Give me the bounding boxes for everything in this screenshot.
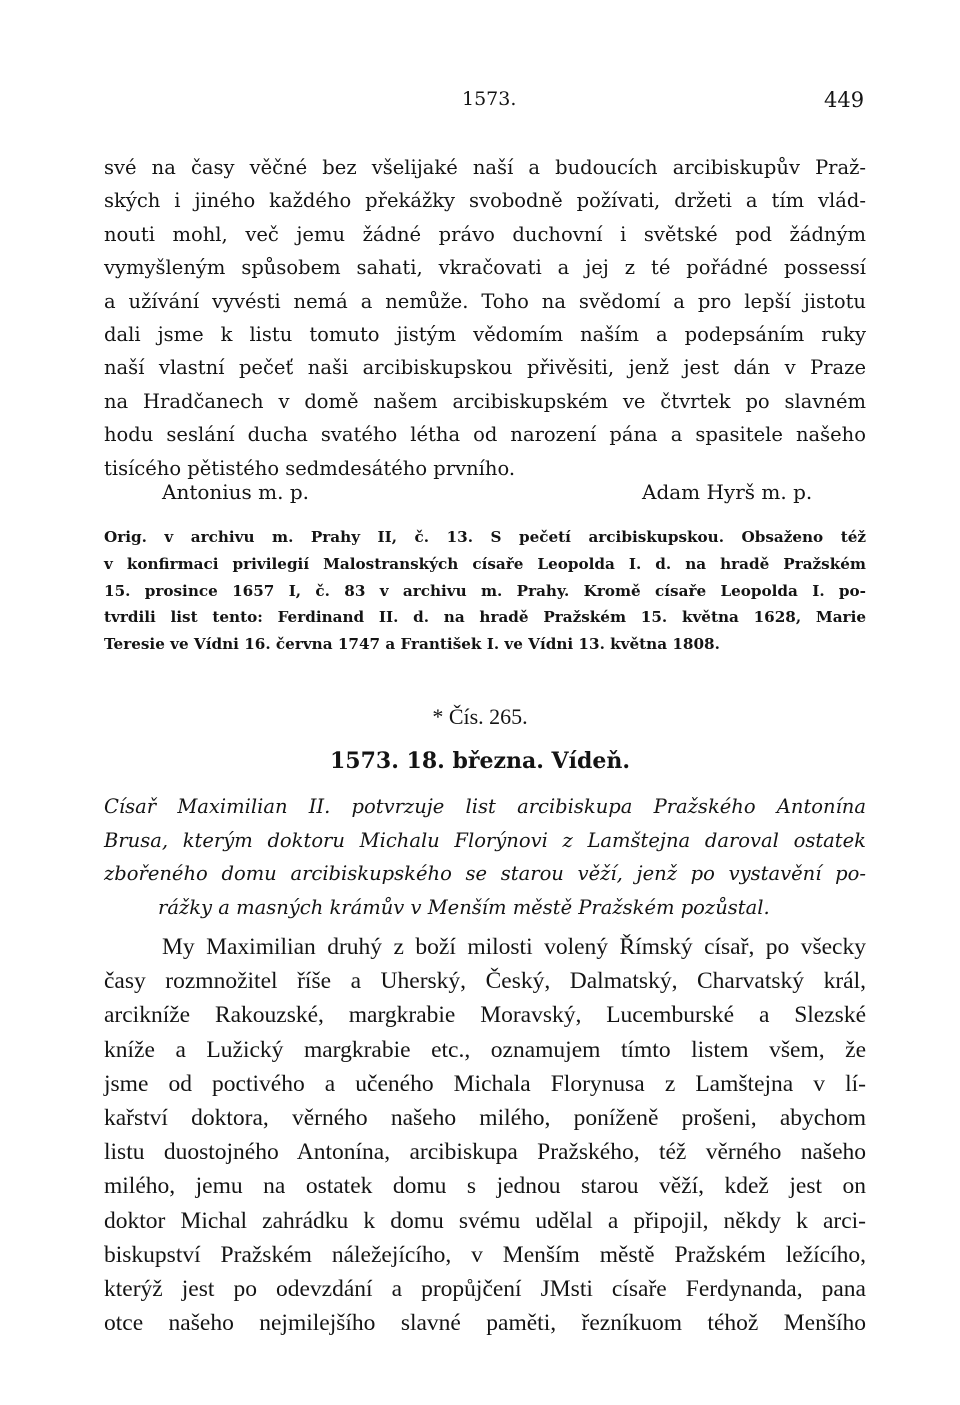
regest-line: Brusa, kterým doktoru Michalu Florýnovi z Lamštejna daroval ostatek [104,828,866,852]
note-line: Orig. v archivu m. Prahy II, č. 13. S pečetí arcibiskupskou. Obsaženo též [104,528,866,546]
previous-document-text [104,151,866,485]
page-number: 449 [824,88,865,112]
regest-line: Císař Maximilian II. potvrzuje list arcibiskupa Pražského Antonína [104,795,866,818]
text-line: tisícého pětistého sedmdesátého prvního. [104,456,516,480]
text-line: své na časy věčné bez všelijaké naší a budoucích arcibiskupův Praž- [104,156,866,179]
archival-note [104,524,866,658]
signatures [162,480,842,510]
signature-adam-hyrs: Adam Hyrš m. p. [642,480,813,504]
text-line: kařství doktora, věrného našeho milého, poníženě prošeni, abychom [104,1104,866,1131]
signature-antonius: Antonius m. p. [162,480,310,504]
note-line: 15. prosince 1657 I, č. 83 v archivu m. Prahy. Kromě císaře Leopolda I. po- [104,581,866,600]
text-line: vymyšleným spůsobem sahati, vkračovati a jej z té pořádné possessí [104,256,866,280]
text-line: a užívání vyvésti nemá a nemůže. Toho na svědomí a pro lepší jistotu [104,289,866,313]
text-line: časy rozmnožitel říše a Uherský, Český, Dalmatský, Charvatský král, [104,968,866,995]
regest-line: rážky a masných krámův v Menším městě Pražském pozůstal. [158,895,770,919]
text-line: listu duostojného Antonína, arcibiskupa Pražského, též věrného našeho [104,1139,866,1166]
document-date: 1573. 18. března. Vídeň. [330,748,630,774]
note-line: tvrdili list tento: Ferdinand II. d. na hradě Pražském 15. května 1628, Marie [104,608,866,627]
note-line: Teresie ve Vídni 16. června 1747 a František I. ve Vídni 13. května 1808. [104,635,720,654]
note-line: v konfirmaci privilegií Malostranských císaře Leopolda I. d. na hradě Pražském [104,554,866,573]
text-line: kníže a Lužický margkrabie etc., oznamujem tímto listem všem, že [104,1036,866,1063]
running-head-year: 1573. [462,88,517,110]
running-head [0,88,960,118]
text-line: hodu seslání ducha svatého létha od narození pána a spasitele našeho [104,423,866,447]
document-text [104,930,866,1340]
text-line: naší vlastní pečeť naši arcibiskupskou přivěsiti, jenž jest dán v Praze [104,356,866,380]
text-line: otce našeho nejmilejšího slavné paměti, řezníkuom téhož Menšího [104,1310,866,1337]
regest [104,790,866,924]
text-line: biskupství Pražském náležejícího, v Menším městě Pražském ležícího, [104,1241,866,1268]
text-line: kterýž jest po odevzdání a propůjčení JMsti císaře Ferdynanda, pana [104,1275,866,1302]
regest-line: zbořeného domu arcibiskupského se starou věží, jenž po vystavění po- [104,862,866,885]
text-line: na Hradčanech v domě našem arcibiskupském ve čtvrtek po slavném [104,389,866,413]
text-line: doktor Michal zahrádku k domu svému udělal a připojil, někdy k arci- [104,1207,866,1234]
text-line: milého, jemu na ostatek domu s jednou starou věží, kdež jest on [104,1173,866,1200]
text-line: dali jsme k listu tomuto jistým vědomím naším a podepsáním ruky [104,322,866,346]
text-line: nouti mohl, več jemu žádné právo duchovní i světské pod žádným [104,222,866,246]
document-number: * Čís. 265. [432,704,528,729]
text-line: ských i jiného každého překážky svobodně požívati, držeti a tím vlád- [104,189,866,213]
text-line: arcikníže Rakouzské, margkrabie Moravský, Lucemburské a Slezské [104,1002,866,1029]
text-line: My Maximilian druhý z boží milosti volený Římský císař, po všecky [162,934,866,960]
text-line: jsme od poctivého a učeného Michala Florynusa z Lamštejna v lí- [104,1070,866,1097]
